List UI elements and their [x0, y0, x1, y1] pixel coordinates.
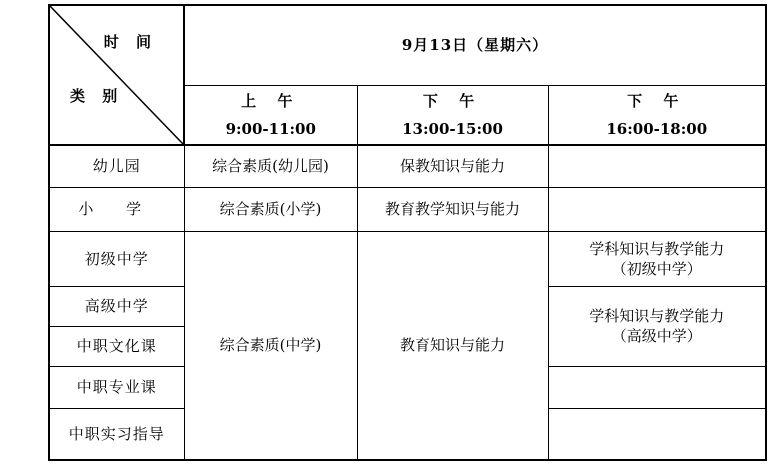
subject-line: 学科知识与教学能力 — [589, 239, 725, 258]
period-time: 16:00-18:00 — [606, 119, 708, 138]
subject-line: （高级中学） — [611, 327, 702, 345]
subject-line: 学科知识与教学能力 — [589, 307, 725, 325]
subject-cell: 综合素质(小学) — [184, 187, 357, 231]
empty-cell — [548, 145, 766, 187]
category-junior-middle: 初级中学 — [49, 231, 184, 286]
subject-cell: 综合素质(中学) — [184, 231, 357, 460]
empty-cell — [548, 187, 766, 231]
period-header-afternoon-1 — [357, 85, 548, 145]
period-time: 13:00-15:00 — [402, 119, 503, 138]
subject-cell — [548, 231, 766, 286]
period-name: 下 午 — [422, 91, 483, 110]
period-name: 上 午 — [241, 91, 301, 110]
category-kindergarten: 幼儿园 — [49, 145, 184, 187]
period-name: 下 午 — [627, 91, 687, 110]
period-time: 9:00-11:00 — [225, 119, 316, 138]
category-vocational-major: 中职专业课 — [49, 366, 184, 408]
period-header-afternoon-2 — [548, 85, 766, 145]
category-vocational-practice: 中职实习指导 — [49, 408, 184, 460]
corner-time-label: 时 间 — [103, 33, 157, 51]
table-row — [49, 187, 766, 231]
exam-schedule-table — [48, 4, 767, 461]
table-row — [49, 231, 766, 286]
category-vocational-culture: 中职文化课 — [49, 326, 184, 366]
subject-cell — [548, 286, 766, 366]
subject-cell: 教育知识与能力 — [357, 231, 548, 460]
corner-diagonal-line — [50, 6, 183, 144]
date-header: 9月13日（星期六） — [184, 5, 766, 85]
category-senior-middle: 高级中学 — [49, 286, 184, 326]
empty-cell — [548, 366, 766, 408]
corner-header-cell — [49, 5, 184, 145]
subject-cell: 保教知识与能力 — [357, 145, 548, 187]
exam-schedule — [48, 4, 765, 459]
empty-cell — [548, 408, 766, 460]
subject-line: （初级中学） — [611, 259, 702, 278]
subject-cell: 教育教学知识与能力 — [357, 187, 548, 231]
corner-category-label: 类 别 — [70, 87, 124, 105]
subject-cell: 综合素质(幼儿园) — [184, 145, 357, 187]
table-row — [49, 145, 766, 187]
category-primary: 小 学 — [49, 187, 184, 231]
period-header-morning — [184, 85, 357, 145]
